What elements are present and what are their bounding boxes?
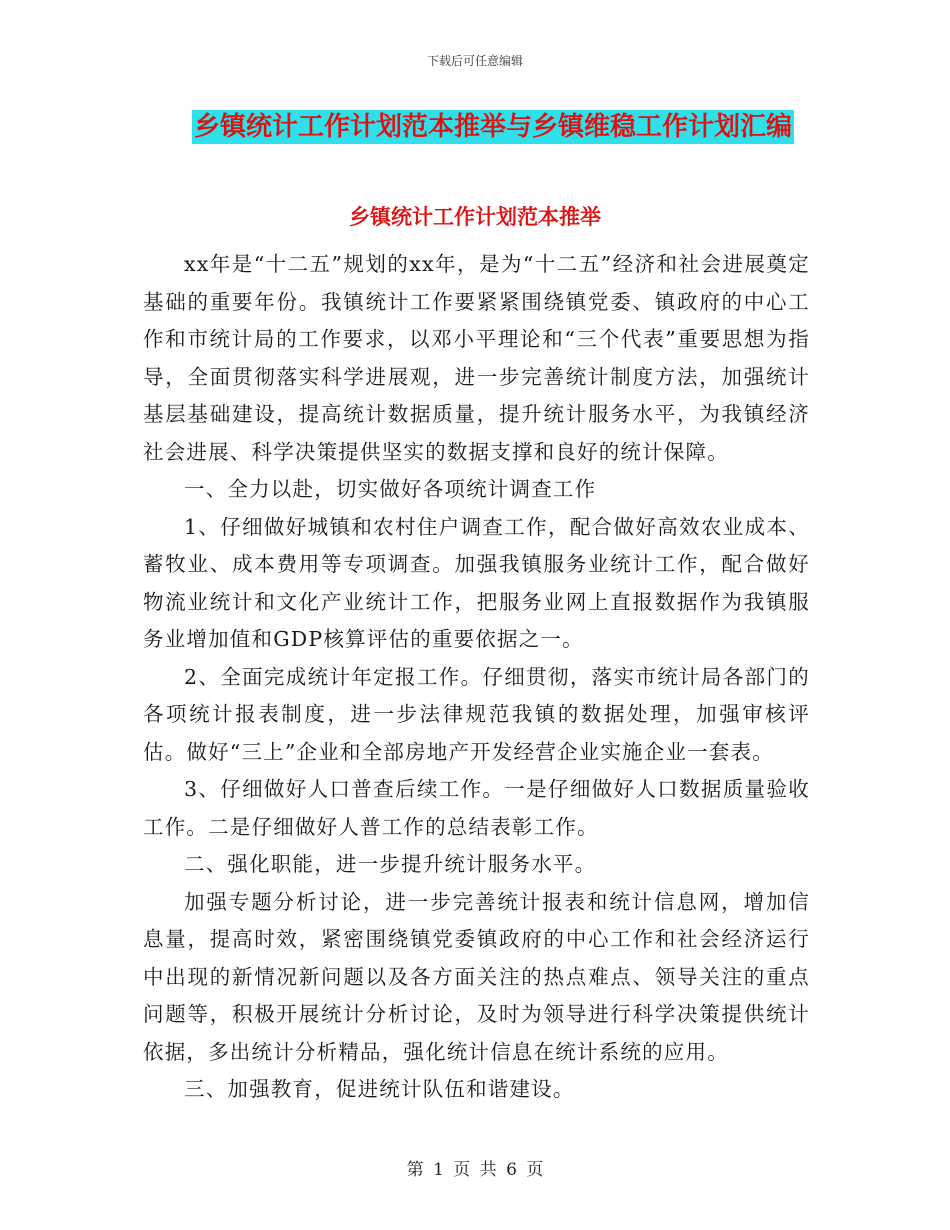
heading-3: 三、加强教育，促进统计队伍和谐建设。 xyxy=(184,1077,575,1101)
heading-1: 一、全力以赴，切实做好各项统计调查工作 xyxy=(184,477,597,501)
heading-2: 二、强化职能，进一步提升统计服务水平。 xyxy=(184,852,597,876)
paragraph: xx年是“十二五”规划的xx年，是为“十二五”经济和社会进展奠定基础的重要年份。我镇统计工作要紧紧围绕镇党委、镇政府的中心工作和市统计局的工作要求，以邓小平理论和“三个代表”重要思想为指导，全面贯彻落实科学进展观，进一步完善统计制度方法，加强统计基层基础建设，提高统计数据质量，提升统计服务水平，为我镇经济社会进展、科学决策提供坚实的数据支撑和良好的统计保障。 xyxy=(143,252,810,464)
header-note: 下载后可任意编辑 xyxy=(426,54,523,68)
paragraph: 2、全面完成统计年定报工作。仔细贯彻，落实市统计局各部门的各项统计报表制度，进一步法律规范我镇的数据处理，加强审核评估。做好“三上”企业和全部房地产开发经营企业实施企业一套表。 xyxy=(143,664,810,764)
document-title: 乡镇统计工作计划范本推举与乡镇维稳工作计划汇编 xyxy=(194,112,793,142)
paragraph: 3、仔细做好人口普查后续工作。一是仔细做好人口数据质量验收工作。二是仔细做好人普工作的总结表彰工作。 xyxy=(143,777,810,839)
document-body xyxy=(143,246,810,1109)
paragraph: 1、仔细做好城镇和农村住户调查工作，配合做好高效农业成本、蓄牧业、成本费用等专项调查。加强我镇服务业统计工作，配合做好物流业统计和文化产业统计工作，把服务业网上直报数据作为我镇服务业增加值和GDP核算评估的重要依据之一。 xyxy=(143,514,810,651)
page-indicator: 第 1 页 共 6 页 xyxy=(406,1160,544,1180)
paragraph: 加强专题分析讨论，进一步完善统计报表和统计信息网，增加信息量，提高时效，紧密围绕镇党委镇政府的中心工作和社会经济运行中出现的新情况新问题以及各方面关注的热点难点、领导关注的重点问题等，积极开展统计分析讨论，及时为领导进行科学决策提供统计依据，多出统计分析精品，强化统计信息在统计系统的应用。 xyxy=(143,889,810,1064)
section-title: 乡镇统计工作计划范本推举 xyxy=(349,205,601,229)
